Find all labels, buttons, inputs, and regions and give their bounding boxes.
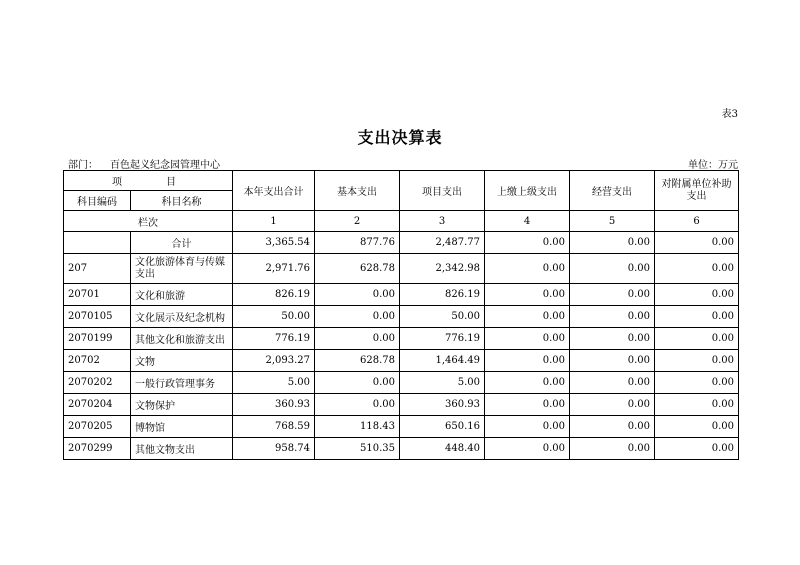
col-header-total: 本年支出合计 bbox=[233, 171, 315, 211]
table-number: 表3 bbox=[721, 109, 738, 120]
col-number: 5 bbox=[570, 211, 655, 232]
table-cell: 0.00 bbox=[315, 328, 400, 350]
table-row bbox=[64, 306, 739, 328]
row-index-label: 栏次 bbox=[64, 211, 233, 232]
table-cell: 0.00 bbox=[315, 372, 400, 394]
table-cell: 0.00 bbox=[655, 328, 739, 350]
table-cell: 0.00 bbox=[655, 254, 739, 284]
column-number-row bbox=[64, 211, 739, 232]
table-cell: 0.00 bbox=[570, 306, 655, 328]
table-cell: 50.00 bbox=[400, 306, 485, 328]
name-header: 科目名称 bbox=[131, 191, 233, 211]
table-cell: 0.00 bbox=[315, 284, 400, 306]
table-cell: 2,487.77 bbox=[400, 232, 485, 254]
table-cell: 0.00 bbox=[570, 416, 655, 438]
table-cell: 0.00 bbox=[655, 394, 739, 416]
department-line bbox=[68, 156, 232, 171]
table-cell: 0.00 bbox=[485, 254, 570, 284]
table-cell: 3,365.54 bbox=[233, 232, 315, 254]
table-row bbox=[64, 254, 739, 284]
table-cell: 628.78 bbox=[315, 254, 400, 284]
table-cell: 768.59 bbox=[233, 416, 315, 438]
code-header: 科目编码 bbox=[64, 191, 131, 211]
expenditure-table bbox=[63, 170, 739, 460]
table-cell: 207 bbox=[64, 254, 131, 284]
table-cell: 文化旅游体育与传媒支出 bbox=[131, 254, 233, 284]
table-cell: 360.93 bbox=[400, 394, 485, 416]
table-cell: 0.00 bbox=[485, 438, 570, 460]
table-cell: 0.00 bbox=[485, 284, 570, 306]
col-number: 1 bbox=[233, 211, 315, 232]
table-cell: 0.00 bbox=[655, 372, 739, 394]
table-cell: 360.93 bbox=[233, 394, 315, 416]
page-title: 支出决算表 bbox=[357, 128, 443, 147]
table-cell: 2,093.27 bbox=[233, 350, 315, 372]
table-cell: 2070199 bbox=[64, 328, 131, 350]
total-row bbox=[64, 232, 739, 254]
table-cell: 826.19 bbox=[233, 284, 315, 306]
table-cell: 2070205 bbox=[64, 416, 131, 438]
table-cell: 一般行政管理事务 bbox=[131, 372, 233, 394]
table-cell bbox=[64, 232, 131, 254]
table-cell: 0.00 bbox=[655, 416, 739, 438]
table-cell: 其他文物支出 bbox=[131, 438, 233, 460]
table-cell: 776.19 bbox=[400, 328, 485, 350]
table-cell: 2070105 bbox=[64, 306, 131, 328]
unit-label: 单位：万元 bbox=[688, 160, 738, 171]
table-cell: 0.00 bbox=[485, 394, 570, 416]
total-label: 合计 bbox=[131, 232, 233, 254]
table-cell: 650.16 bbox=[400, 416, 485, 438]
table-cell: 20701 bbox=[64, 284, 131, 306]
table-cell: 文化和旅游 bbox=[131, 284, 233, 306]
table-cell: 2,971.76 bbox=[233, 254, 315, 284]
table-cell: 0.00 bbox=[485, 232, 570, 254]
header-row-1 bbox=[64, 171, 739, 191]
table-row bbox=[64, 438, 739, 460]
table-cell: 0.00 bbox=[570, 394, 655, 416]
table-cell: 0.00 bbox=[655, 306, 739, 328]
department-label: 部门： bbox=[68, 160, 98, 171]
table-cell: 0.00 bbox=[570, 328, 655, 350]
table-row bbox=[64, 328, 739, 350]
table-cell: 0.00 bbox=[315, 306, 400, 328]
table-cell: 826.19 bbox=[400, 284, 485, 306]
table-row bbox=[64, 284, 739, 306]
table-cell: 118.43 bbox=[315, 416, 400, 438]
table-cell: 文物 bbox=[131, 350, 233, 372]
col-header-subsidy: 对附属单位补助支出 bbox=[655, 171, 739, 211]
col-header-operating: 经营支出 bbox=[570, 171, 655, 211]
table-cell: 0.00 bbox=[570, 254, 655, 284]
table-cell: 50.00 bbox=[233, 306, 315, 328]
table-cell: 0.00 bbox=[570, 284, 655, 306]
table-cell: 0.00 bbox=[485, 350, 570, 372]
table-row bbox=[64, 416, 739, 438]
table-cell: 877.76 bbox=[315, 232, 400, 254]
table-cell: 510.35 bbox=[315, 438, 400, 460]
table-cell: 2070202 bbox=[64, 372, 131, 394]
col-header-upper: 上缴上级支出 bbox=[485, 171, 570, 211]
table-cell: 文物保护 bbox=[131, 394, 233, 416]
item-header: 项 目 bbox=[64, 171, 233, 191]
table-cell: 2070299 bbox=[64, 438, 131, 460]
table-cell: 5.00 bbox=[233, 372, 315, 394]
col-number: 3 bbox=[400, 211, 485, 232]
table-cell: 0.00 bbox=[570, 232, 655, 254]
table-cell: 628.78 bbox=[315, 350, 400, 372]
table-cell: 0.00 bbox=[570, 372, 655, 394]
table-cell: 0.00 bbox=[655, 232, 739, 254]
table-cell: 2070204 bbox=[64, 394, 131, 416]
table-cell: 其他文化和旅游支出 bbox=[131, 328, 233, 350]
col-header-basic: 基本支出 bbox=[315, 171, 400, 211]
table-cell: 0.00 bbox=[485, 328, 570, 350]
table-row bbox=[64, 394, 739, 416]
table-row bbox=[64, 372, 739, 394]
table-cell: 0.00 bbox=[655, 284, 739, 306]
table-cell: 448.40 bbox=[400, 438, 485, 460]
table-cell: 0.00 bbox=[570, 350, 655, 372]
table-cell: 0.00 bbox=[570, 438, 655, 460]
col-number: 2 bbox=[315, 211, 400, 232]
col-header-project: 项目支出 bbox=[400, 171, 485, 211]
table-cell: 5.00 bbox=[400, 372, 485, 394]
table-cell: 20702 bbox=[64, 350, 131, 372]
department-name: 百色起义纪念园管理中心 bbox=[110, 160, 220, 171]
table-cell: 0.00 bbox=[655, 350, 739, 372]
table-cell: 776.19 bbox=[233, 328, 315, 350]
table-row bbox=[64, 350, 739, 372]
table-cell: 0.00 bbox=[655, 438, 739, 460]
table-cell: 958.74 bbox=[233, 438, 315, 460]
col-number: 4 bbox=[485, 211, 570, 232]
table-cell: 0.00 bbox=[315, 394, 400, 416]
table-cell: 博物馆 bbox=[131, 416, 233, 438]
table-cell: 0.00 bbox=[485, 372, 570, 394]
table-cell: 0.00 bbox=[485, 306, 570, 328]
table-cell: 0.00 bbox=[485, 416, 570, 438]
table-cell: 2,342.98 bbox=[400, 254, 485, 284]
col-number: 6 bbox=[655, 211, 739, 232]
table-cell: 1,464.49 bbox=[400, 350, 485, 372]
table-cell: 文化展示及纪念机构 bbox=[131, 306, 233, 328]
